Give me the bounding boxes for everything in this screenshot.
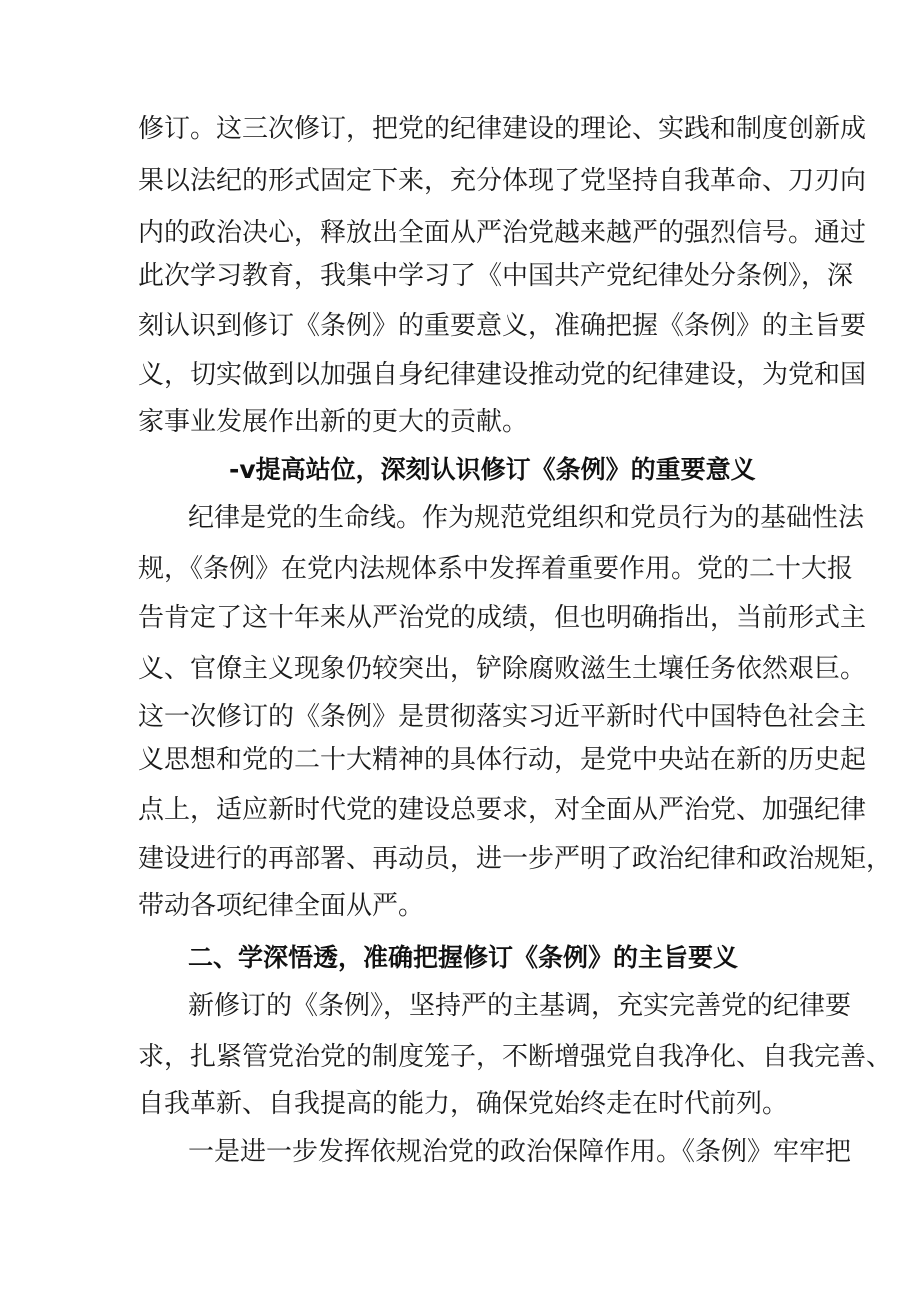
section1-paragraph-line: 这一次修订的《条例》是贯彻落实习近平新时代中国特色社会主 (138, 702, 867, 732)
intro-paragraph-line: 此次学习教育，我集中学习了《中国共产党纪律处分条例》，深 (138, 261, 854, 291)
section1-paragraph-line: 义思想和党的二十大精神的具体行动，是党中央站在新的历史起 (138, 745, 867, 775)
section-heading-2: 二、学深悟透，准确把握修订《条例》的主旨要义 (188, 943, 739, 972)
section2-paragraph-line: 自我革新、自我提高的能力，确保党始终走在时代前列。 (138, 1089, 789, 1119)
section1-paragraph-line: 告肯定了这十年来从严治党的成绩，但也明确指出，当前形式主 (138, 603, 867, 633)
section1-paragraph-line: 纪律是党的生命线。作为规范党组织和党员行为的基础性法 (188, 503, 865, 533)
section2-next-paragraph-line: 一是进一步发挥依规治党的政治保障作用。《条例》牢牢把 (188, 1137, 852, 1167)
intro-paragraph-line: 修订。这三次修订，把党的纪律建设的理论、实践和制度创新成 (138, 114, 867, 144)
intro-paragraph-line: 果以法纪的形式固定下来，充分体现了党坚持自我革命、刀刃向 (138, 166, 867, 196)
section2-paragraph-line: 求，扎紧管党治党的制度笼子，不断增强党自我净化、自我完善、 (138, 1042, 893, 1072)
section1-paragraph-line: 点上，适应新时代党的建设总要求，对全面从严治党、加强纪律 (138, 795, 867, 825)
section1-paragraph-line: 规，《条例》在党内法规体系中发挥着重要作用。党的二十大报 (138, 554, 854, 584)
section-heading-1: -v提高站位，深刻认识修订《条例》的重要意义 (229, 455, 756, 484)
section1-paragraph-line: 义、官僚主义现象仍较突出，铲除腐败滋生土壤任务依然艰巨。 (138, 654, 867, 684)
intro-paragraph-line: 家事业发展作出新的更大的贡献。 (138, 407, 529, 437)
section2-paragraph-line: 新修订的《条例》，坚持严的主基调，充实完善党的纪律要 (188, 991, 852, 1021)
intro-paragraph-line: 义，切实做到以加强自身纪律建设推动党的纪律建设，为党和国 (138, 360, 867, 390)
section1-paragraph-line: 建设进行的再部署、再动员，进一步严明了政治纪律和政治规矩， (138, 844, 893, 874)
intro-paragraph-line: 内的政治决心，释放出全面从严治党越来越严的强烈信号。通过 (138, 218, 867, 248)
intro-paragraph-line: 刻认识到修订《条例》的重要意义，准确把握《条例》的主旨要 (138, 311, 867, 341)
section1-paragraph-line: 带动各项纪律全面从严。 (138, 891, 425, 921)
